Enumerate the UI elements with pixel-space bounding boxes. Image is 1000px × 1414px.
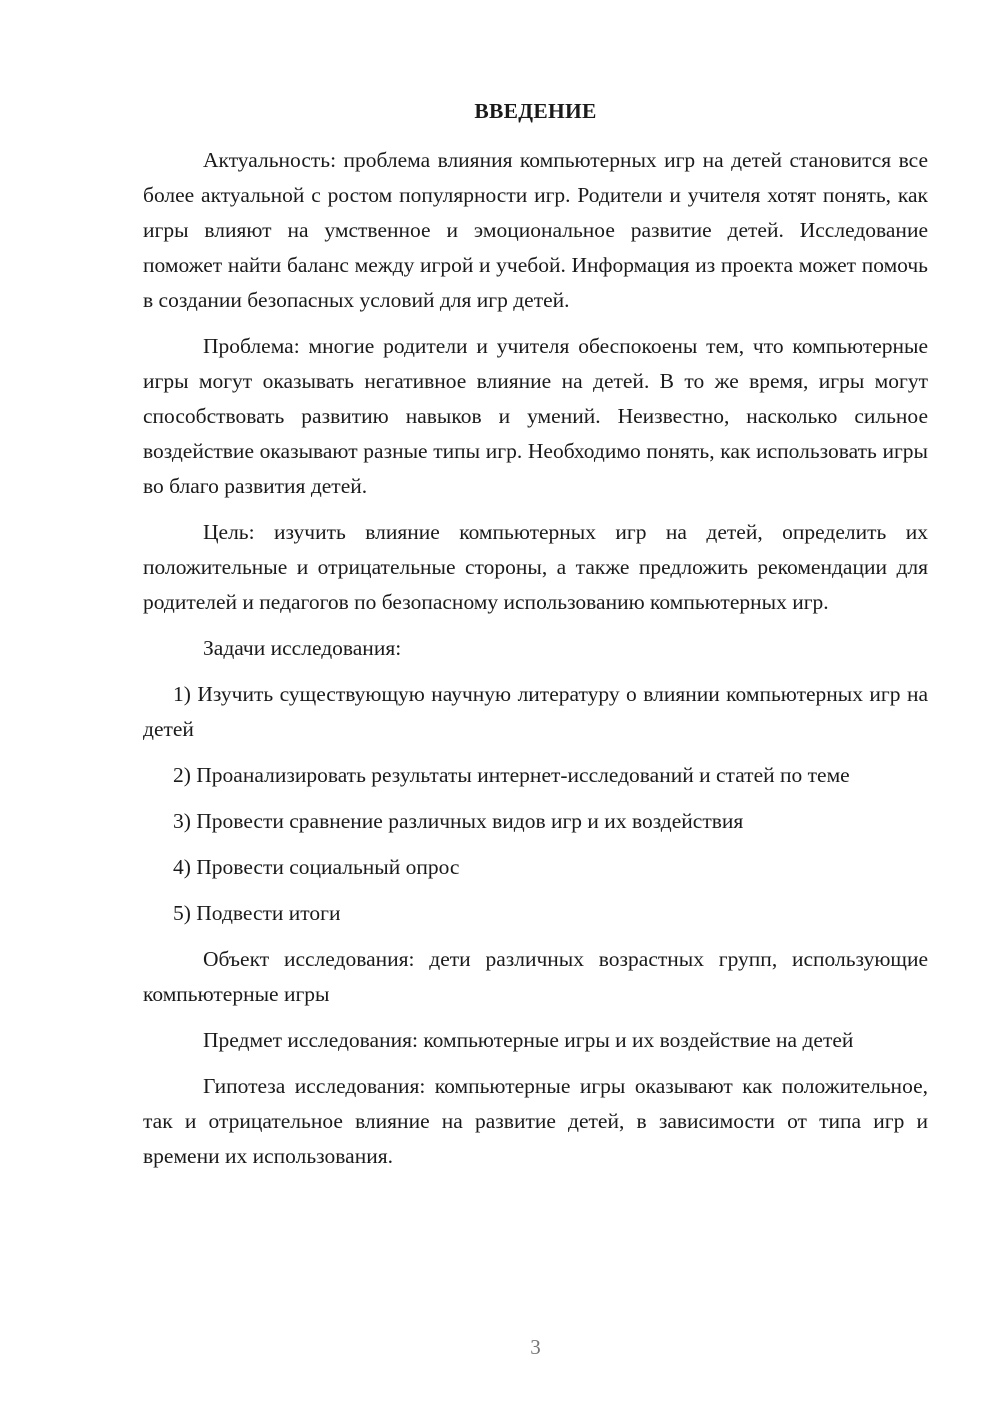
task-item-4: 4) Провести социальный опрос xyxy=(173,855,460,879)
paragraph-problem: Проблема: многие родители и учителя обеспокоены тем, что компьютерные игры могут оказывать негативное влияние на детей. В то же время, игры могут способствовать развитию навыков и умений. Неизвестно, насколько сильное воздействие оказывают разные типы игр. Необходимо понять, как использовать игры во благо развития детей. xyxy=(143,334,928,498)
paragraph-goal: Цель: изучить влияние компьютерных игр на детей, определить их положительные и отрицательные стороны, а также предложить рекомендации для родителей и педагогов по безопасному использованию компьютерных игр. xyxy=(143,520,928,614)
tasks-heading: Задачи исследования: xyxy=(203,636,402,660)
page-number: 3 xyxy=(530,1335,541,1359)
task-item-1: 1) Изучить существующую научную литературу о влиянии компьютерных игр на детей xyxy=(143,682,928,741)
document-body xyxy=(143,143,928,1174)
paragraph-relevance: Актуальность: проблема влияния компьютерных игр на детей становится все более актуальной с ростом популярности игр. Родители и учителя хотят понять, как игры влияют на умственное и эмоциональное развитие детей. Исследование поможет найти баланс между игрой и учебой. Информация из проекта может помочь в создании безопасных условий для игр детей. xyxy=(143,148,928,312)
paragraph-hypothesis: Гипотеза исследования: компьютерные игры оказывают как положительное, так и отрицательное влияние на развитие детей, в зависимости от типа игр и времени их использования. xyxy=(143,1074,928,1168)
paragraph-object: Объект исследования: дети различных возрастных групп, использующие компьютерные игры xyxy=(143,947,928,1006)
paragraph-subject: Предмет исследования: компьютерные игры и их воздействие на детей xyxy=(203,1028,854,1052)
task-item-2: 2) Проанализировать результаты интернет-исследований и статей по теме xyxy=(173,763,850,787)
task-item-3: 3) Провести сравнение различных видов игр и их воздействия xyxy=(173,809,744,833)
task-item-5: 5) Подвести итоги xyxy=(173,901,341,925)
page-title: ВВЕДЕНИЕ xyxy=(474,99,597,123)
